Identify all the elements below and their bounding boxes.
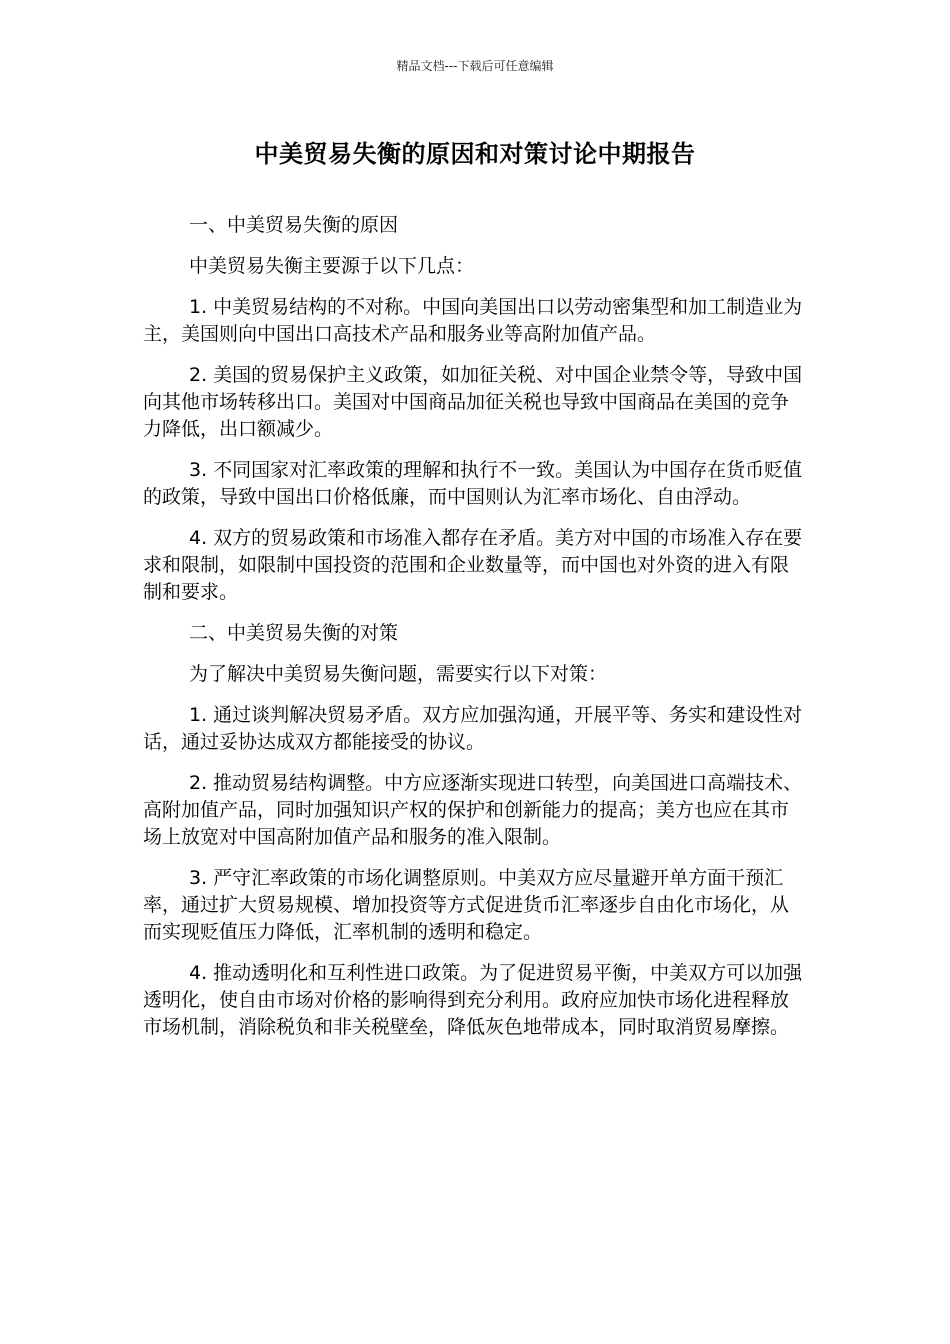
page-header: 精品文档---下载后可任意编辑 (396, 59, 554, 73)
cause-item-4: 4. 双方的贸易政策和市场准入都存在矛盾。美方对中国的市场准入存在要求和限制，如限制中国投资的范围和企业数量等，而中国也对外资的进入有限制和要求。 (143, 527, 803, 603)
countermeasure-item-3: 3. 严守汇率政策的市场化调整原则。中美双方应尽量避开单方面干预汇率，通过扩大贸易规模、增加投资等方式促进货币汇率逐步自由化市场化，从而实现贬值压力降低，汇率机制的透明和稳定。 (143, 867, 790, 943)
cause-item-3: 3. 不同国家对汇率政策的理解和执行不一致。美国认为中国存在货币贬值的政策，导致中国出口价格低廉，而中国则认为汇率市场化、自由浮动。 (143, 459, 803, 508)
countermeasures-intro: 为了解决中美贸易失衡问题，需要实行以下对策： (189, 663, 608, 685)
section-heading-countermeasures: 二、中美贸易失衡的对策 (189, 622, 399, 644)
document-title: 中美贸易失衡的原因和对策讨论中期报告 (254, 140, 696, 168)
section-heading-causes: 一、中美贸易失衡的原因 (189, 214, 399, 236)
cause-item-1: 1. 中美贸易结构的不对称。中国向美国出口以劳动密集型和加工制造业为主，美国则向中国出口高技术产品和服务业等高附加值产品。 (143, 296, 803, 345)
countermeasure-item-1: 1. 通过谈判解决贸易矛盾。双方应加强沟通，开展平等、务实和建设性对话，通过妥协达成双方都能接受的协议。 (143, 704, 803, 753)
document-body (143, 212, 805, 1055)
cause-item-2: 2. 美国的贸易保护主义政策，如加征关税、对中国企业禁令等，导致中国向其他市场转移出口。美国对中国商品加征关税也导致中国商品在美国的竞争力降低，出口额减少。 (143, 364, 803, 440)
countermeasure-item-4: 4. 推动透明化和互利性进口政策。为了促进贸易平衡，中美双方可以加强透明化，使自由市场对价格的影响得到充分利用。政府应加快市场化进程释放市场机制，消除税负和非关税壁垒，降低灰色地带成本，同时取消贸易摩擦。 (143, 962, 803, 1038)
causes-intro: 中美贸易失衡主要源于以下几点： (189, 255, 475, 277)
countermeasure-item-2: 2. 推动贸易结构调整。中方应逐渐实现进口转型，向美国进口高端技术、高附加值产品，同时加强知识产权的保护和创新能力的提高；美方也应在其市场上放宽对中国高附加值产品和服务的准入限制。 (143, 772, 803, 848)
